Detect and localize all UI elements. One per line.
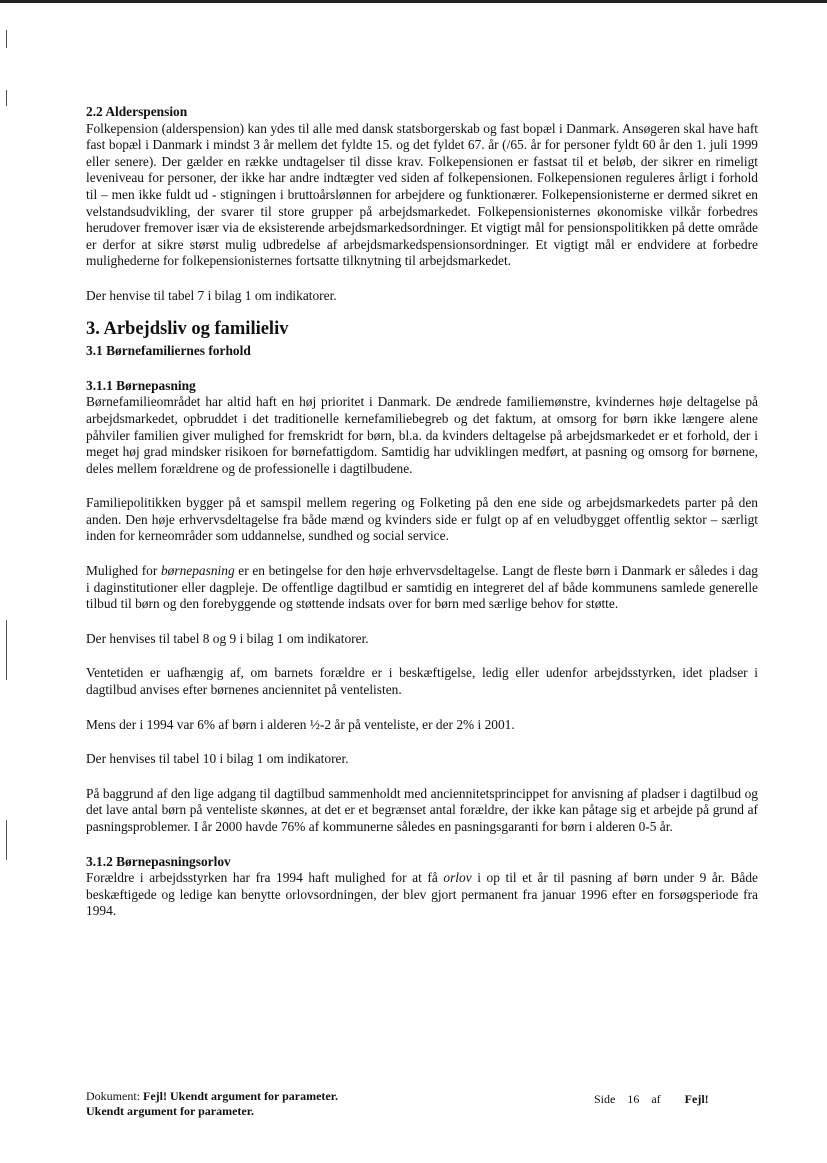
paragraph-familiepolitik: Familiepolitikken bygger på et samspil mellem regering og Folketing på den ene side og arbejdsmarkedets parter på den anden. Den høje erhvervsdeltagelse fra både mænd og kvinders side er fulgt op af en veludbygget offentlig sektor – særligt inden for kerneområder som uddannelse, sundhed og social service. (86, 495, 758, 544)
italic-term: orlov (443, 870, 472, 886)
section-heading-3-1: 3.1 Børnefamiliernes forhold (86, 343, 251, 359)
scan-left-mark (6, 620, 7, 680)
text-span: i op til et år til pasning af børn under 9 år. Både beskæftigede og ledige kan benytte orlovsordningen, der blev gjort permanent fra januar 1996 efter en forsøgsperiode fra 1994. (86, 870, 758, 919)
text-span: Forældre i arbejdsstyrken har fra 1994 haft mulighed for at få (86, 870, 444, 886)
footer-page-number: 16 (627, 1092, 640, 1106)
paragraph-boernepasning-1: Børnefamilieområdet har altid haft en høj prioritet i Danmark. De ændrede familiemønstre, kvindernes høje deltagelse på arbejdsmarkedet, opbruddet i det traditionelle kernefamiliebegreb og det faktum, at omsorg for børn ikke længere alene påhviler familien giver mulighed for fremskridt for børn, bl.a. da kvinders deltagelse på arbejdsmarkedet er et forhold, der i meget høj grad mindsker risikoen for børnefattigdom. Samtidig har udviklingen medført, at pasning og omsorg for børnene, deles mellem forældrene og de professionelle i dagtilbudene. (86, 394, 758, 476)
chapter-title: 3. Arbejdsliv og familieliv (86, 318, 289, 339)
paragraph-mulighed (86, 563, 758, 613)
paragraph-ventetid: Ventetiden er uafhængig af, om barnets forældre er i beskæftigelse, ledig eller udenfor arbejdsstyrken, idet pladser i dagtilbud anvises efter børnenes anciennitet på ventelisten. (86, 665, 758, 698)
paragraph-venteliste: Mens der i 1994 var 6% af børn i alderen ½-2 år på venteliste, er der 2% i 2001. (86, 716, 515, 732)
scan-left-mark (6, 820, 7, 860)
footer-doc-error: Fejl! Ukendt argument for parameter. (143, 1089, 338, 1103)
text-span: Mulighed for (86, 563, 161, 579)
scan-left-mark (6, 90, 7, 106)
paragraph-reference-table-10: Der henvises til tabel 10 i bilag 1 om indikatorer. (86, 751, 349, 767)
italic-term: børnepasning (160, 563, 235, 579)
footer-document-info (86, 1089, 416, 1119)
footer-page-info (594, 1092, 709, 1107)
section-heading-2-2: 2.2 Alderspension (86, 104, 188, 119)
footer-side-label: Side (594, 1092, 616, 1106)
document-page (86, 104, 758, 920)
footer-af-label: af (651, 1092, 661, 1106)
paragraph-alderspension: Folkepension (alderspension) kan ydes til alle med dansk statsborgerskab og fast bopæl i Danmark. Ansøgeren skal have haft fast bopæl i Danmark i mindst 3 år mellem det fyldte 15. og det fyldet 67. år (/65. år for personer fyldt 60 år den 1. juli 1999 eller senere). Der gælder en række undtagelser til disse krav. Folkepensionen er fastsat til et beløb, der sikrer en rimeligt leveniveau for personer, der ikke har andre indtægter ved siden af folkepensionen. Folkepensionen reguleres årligt i forhold til – men ikke fuldt ud - stigningen i bruttoårslønnen for arbejdere og funktionærer. Folkepensionisterne er dermed sikret en velstandsudvikling, der svarer til store grupper på arbejdsmarkedet. Folkepensionisternes økonomiske vilkår forbedres herudover fremover især via de eksisterende arbejdsmarkedsordninger. Et vigtigt mål for pensionspolitikken på dette område er derfor at sikre størst mulig udbredelse af arbejdsmarkedspensionsordninger. Et vigtigt mål er endvidere at forbedre mulighederne for folkepensionisternes fortsatte tilknytning til arbejdsmarkedet. (86, 120, 758, 269)
text-span: er en betingelse for den høje erhvervsdeltagelse. Langt de fleste børn i Danmark er således i dag i daginstitutioner eller dagpleje. De offentlige dagtilbud er samtidig en integreret del af både kommunens samlede generelle tilbud til børn og den forebyggende og støttende indsats over for børn med særlige behov for støtte. (86, 563, 758, 612)
paragraph-orlov (86, 870, 758, 920)
section-heading-3-1-1: 3.1.1 Børnepasning (86, 377, 196, 393)
paragraph-pasningsgaranti: På baggrund af den lige adgang til dagtilbud sammenholdt med anciennitetsprincippet for anvisning af pladser i dagtilbud og det lave antal børn på venteliste skønnes, at det er et begrænset antal forældre, der ikke kan påtage sig et arbejde på grund af pasningsproblemer. I år 2000 havde 76% af kommunerne således en pasningsgaranti for børn i alderen 0-5 år. (86, 785, 758, 834)
footer-total-error: Fejl! (684, 1092, 709, 1106)
paragraph-reference-table-7: Der henvise til tabel 7 i bilag 1 om indikatorer. (86, 287, 337, 303)
footer-doc-error-2: Ukendt argument for parameter. (86, 1104, 254, 1118)
scan-top-edge (0, 0, 827, 3)
footer-doc-label: Dokument: (86, 1089, 140, 1103)
paragraph-reference-table-8-9: Der henvises til tabel 8 og 9 i bilag 1 om indikatorer. (86, 630, 369, 646)
scan-left-mark (6, 30, 7, 48)
section-heading-3-1-2: 3.1.2 Børnepasningsorlov (86, 853, 231, 869)
